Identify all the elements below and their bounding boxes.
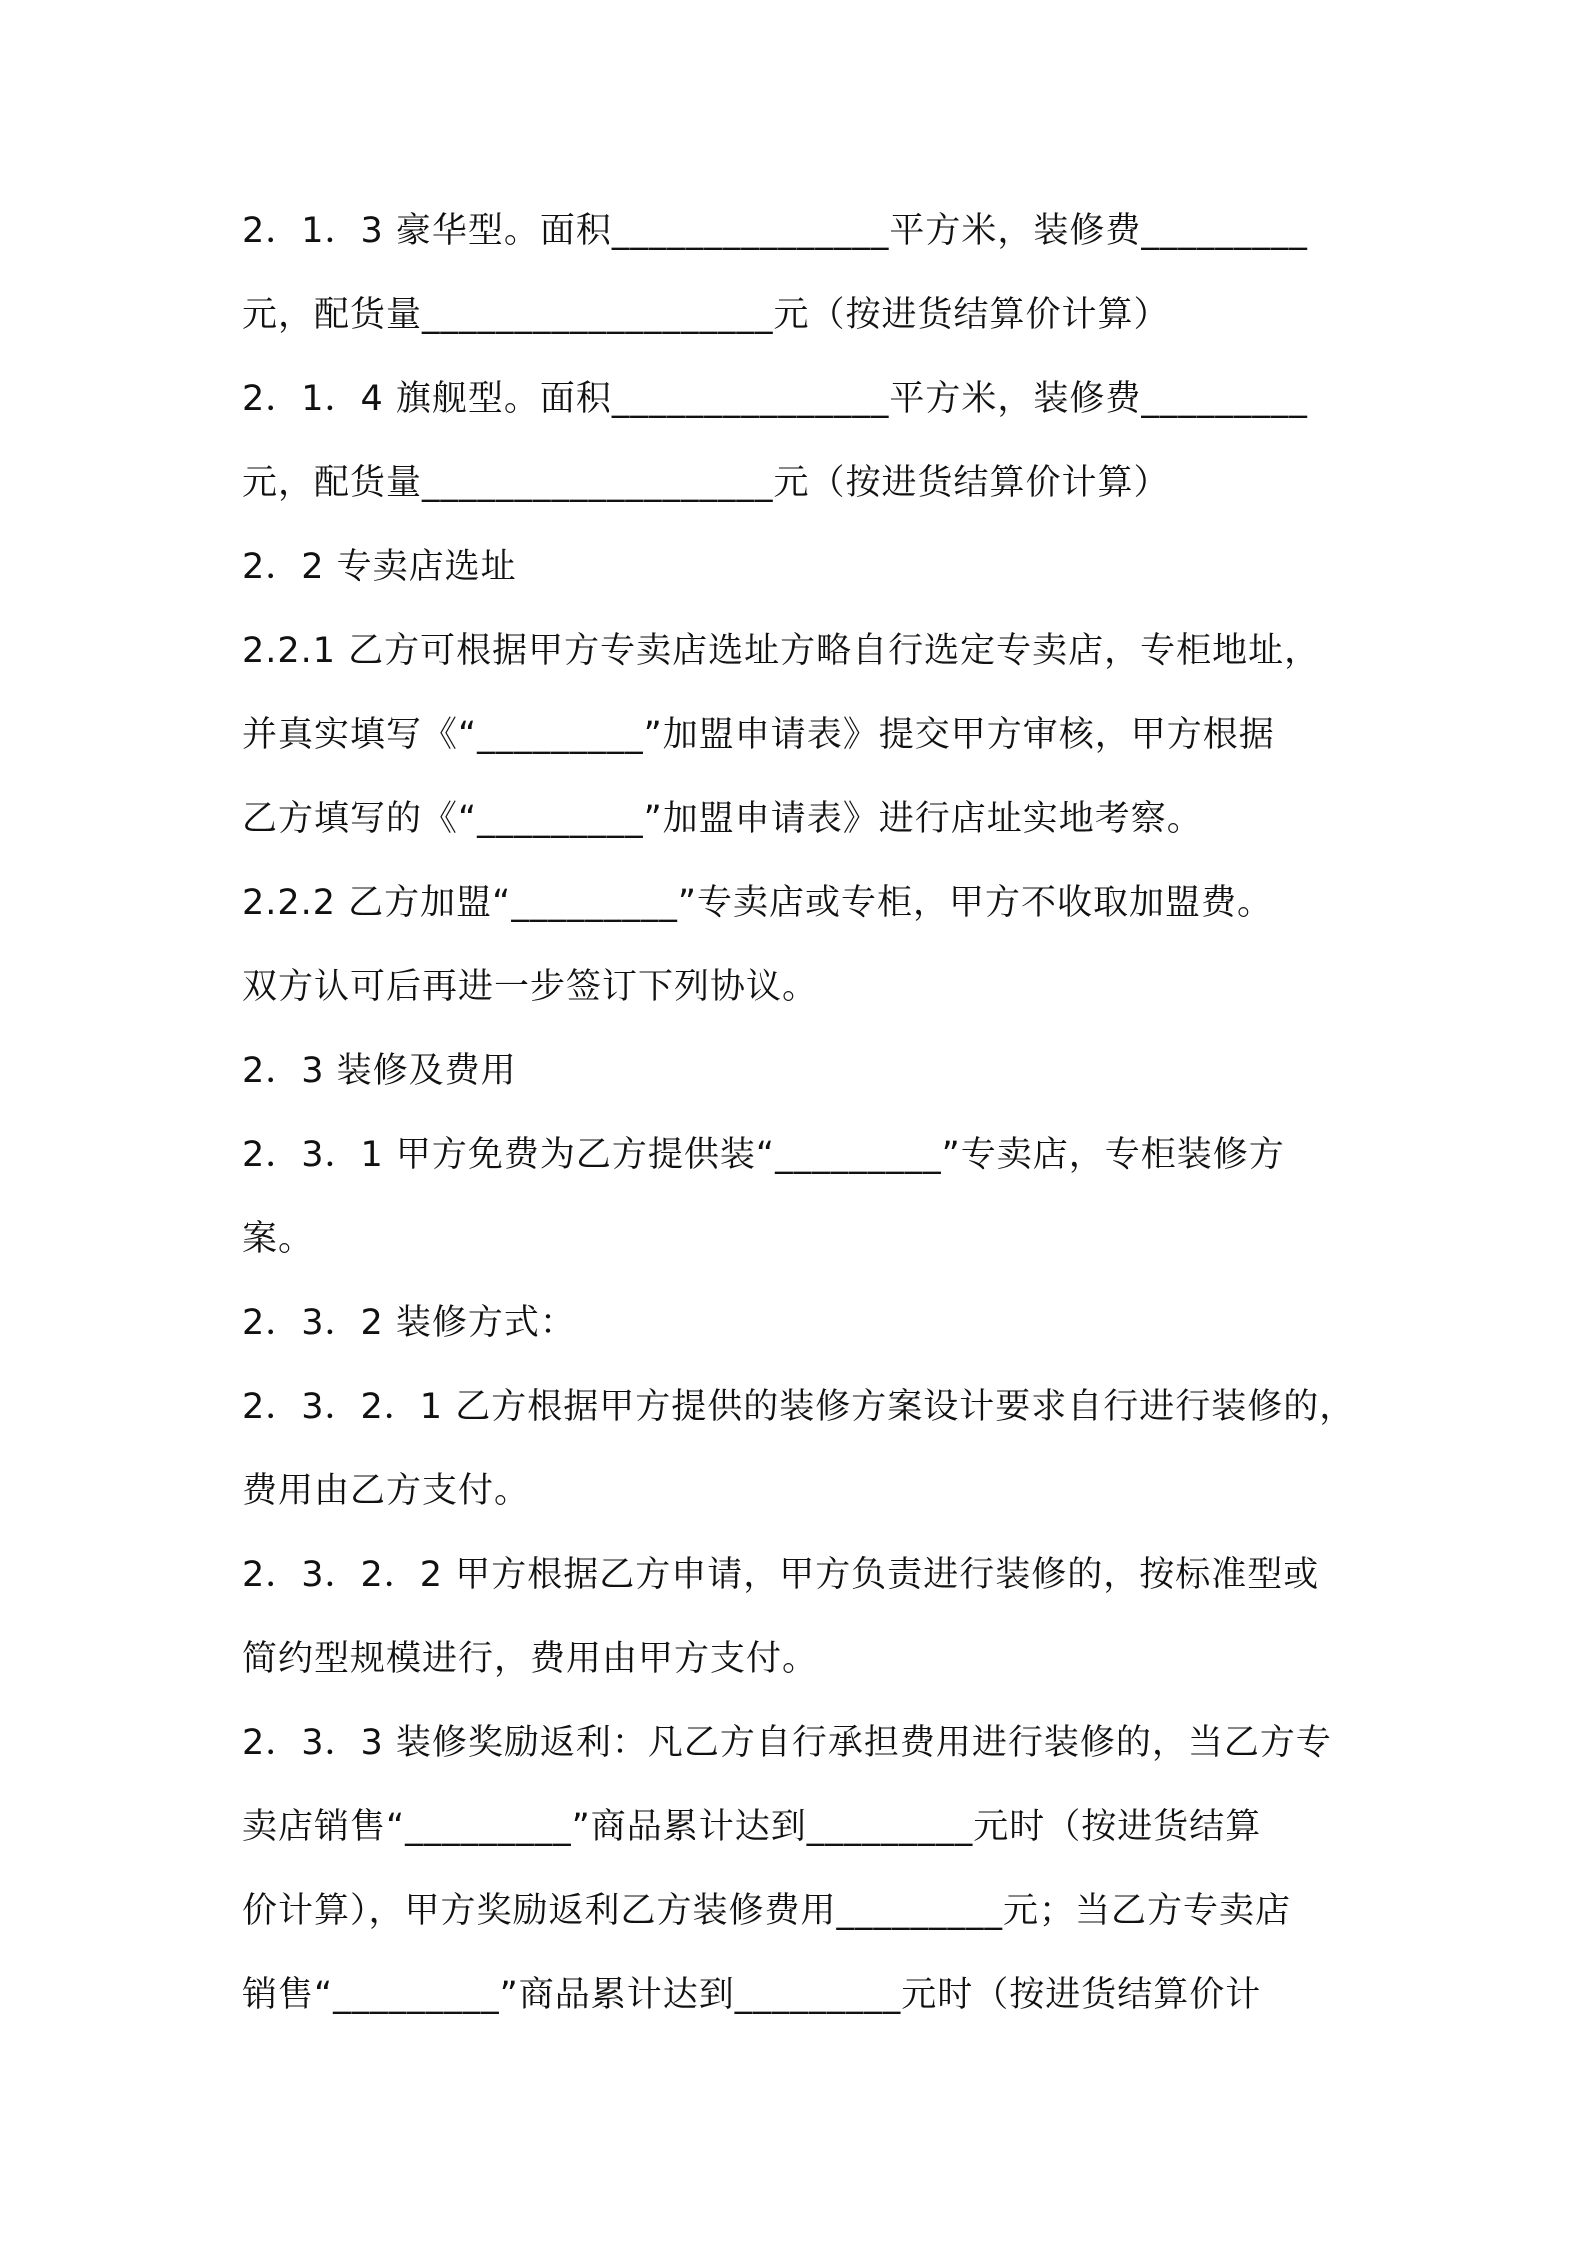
text-line: 2.2.2 乙方加盟“_________”专卖店或专柜，甲方不收取加盟费。 — [242, 883, 1273, 923]
text-line: 2.2.1 乙方可根据甲方专卖店选址方略自行选定专卖店，专柜地址， — [242, 631, 1321, 671]
text-line: 乙方填写的《“_________”加盟申请表》进行店址实地考察。 — [242, 799, 1203, 839]
text-line: 并真实填写《“_________”加盟申请表》提交甲方审核，甲方根据 — [242, 715, 1275, 755]
section-heading: 2．3 装修及费用 — [242, 1051, 517, 1091]
text-line: 简约型规模进行，费用由甲方支付。 — [242, 1639, 819, 1679]
section-heading: 2．2 专卖店选址 — [242, 547, 517, 587]
text-line: 费用由乙方支付。 — [242, 1471, 531, 1511]
document-body — [242, 198, 1362, 2046]
text-line: 2．3．2．1 乙方根据甲方提供的装修方案设计要求自行进行装修的， — [242, 1387, 1356, 1427]
text-line: 元，配货量___________________元（按进货结算价计算） — [242, 295, 1170, 335]
text-line: 2．3．2 装修方式： — [242, 1303, 576, 1343]
text-line: 2．3．1 甲方免费为乙方提供装“_________”专卖店，专柜装修方 — [242, 1135, 1285, 1175]
text-line: 元，配货量___________________元（按进货结算价计算） — [242, 463, 1170, 503]
text-line: 卖店销售“_________”商品累计达到_________元时（按进货结算 — [242, 1807, 1262, 1847]
text-line: 2．1．4 旗舰型。面积_______________平方米，装修费_________ — [242, 379, 1308, 419]
text-line: 2．3．2．2 甲方根据乙方申请，甲方负责进行装修的，按标准型或 — [242, 1555, 1320, 1595]
text-line: 案。 — [242, 1219, 315, 1259]
text-line: 销售“_________”商品累计达到_________元时（按进货结算价计 — [242, 1975, 1262, 2015]
text-line: 2．1．3 豪华型。面积_______________平方米，装修费_________ — [242, 211, 1308, 251]
text-line: 2．3．3 装修奖励返利：凡乙方自行承担费用进行装修的，当乙方专 — [242, 1723, 1332, 1763]
text-line: 价计算），甲方奖励返利乙方装修费用_________元；当乙方专卖店 — [242, 1891, 1292, 1931]
text-line: 双方认可后再进一步签订下列协议。 — [242, 967, 819, 1007]
